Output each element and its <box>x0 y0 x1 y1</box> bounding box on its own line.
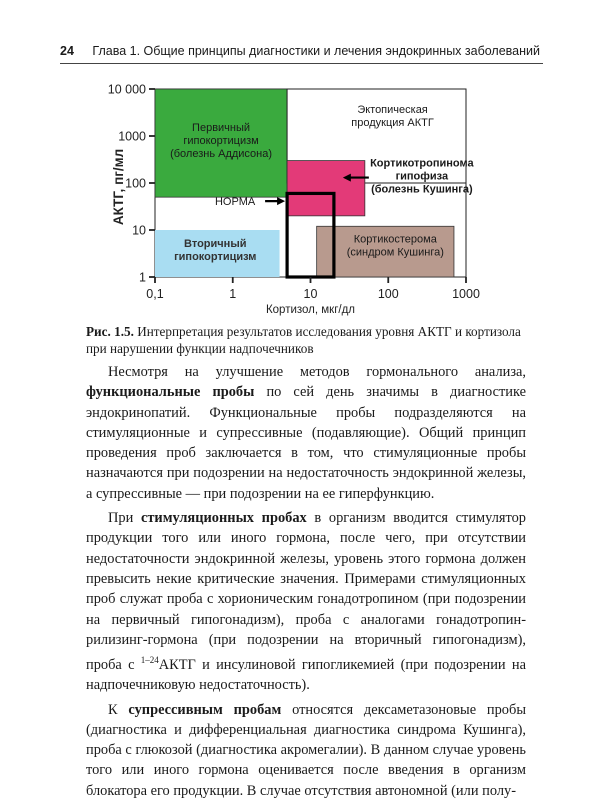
region-label: продукция АКТГ <box>351 117 434 129</box>
page-number: 24 <box>60 44 74 58</box>
y-tick-label: 1 <box>139 270 146 285</box>
region-label: Эктопическая <box>357 104 428 116</box>
text-run: по сей день значимы в диагностике эндокринопатий. Функциональные пробы подразделяются на стимуляционные и супрессивные (подавляющие). Общий принцип проведения проб заключается в том, что стимуляционные пробы назначаются при подозрении на недостаточность эндокринной железы, а супрессивные — при подозрении на ее гиперфункцию. <box>86 384 527 502</box>
x-tick-label: 100 <box>377 287 399 301</box>
x-axis-label: Кортизол, мкг/дл <box>265 304 356 316</box>
y-tick-label: 100 <box>125 176 146 191</box>
region-label: Кортикостерома <box>353 233 437 246</box>
body-paragraph <box>86 508 526 695</box>
y-axis-label: АКТГ, пг/мл <box>111 148 126 226</box>
x-tick-label: 1000 <box>452 287 480 301</box>
x-tick-label: 10 <box>303 287 318 301</box>
x-tick-label: 1 <box>229 287 237 301</box>
bold-term: супрессивным пробам <box>128 701 282 718</box>
region-label: НОРМА <box>214 196 256 209</box>
region-label: гипофиза <box>395 170 449 183</box>
caption-label: Рис. 1.5. <box>86 324 134 339</box>
text-run: К <box>108 701 129 718</box>
text-run: 1–24 <box>140 655 159 666</box>
region-2 <box>287 161 365 216</box>
body-text <box>86 362 526 801</box>
region-label: (болезнь Аддисона) <box>170 148 273 160</box>
text-run: в организм вводится стимулятор продукции того или иного гормона, после чего, при отсутствии недостаточности эндокринной железы, уровень этого гормона должен превысить некие критические значения. Примерами стимуляционных проб служат проба с хорионическим гонадотропином (при подозрении на первичный гипогонадизм), проба с аналогами гонадотропин-рилизинг-гормона (при подозрении на вторичный гипогонадизм), проба с <box>86 510 527 673</box>
text-run: АКТГ и инсулиновой гипогликемией (при подозрении на надпочечниковую недостаточность). <box>86 656 526 694</box>
text-run: относятся дексаметазоновые пробы (диагностика и дифференциальная диагностика синдрома Кушинга), проба с глюкозой (диагностика акромегалии). В данном случае уровень того или иного гормона оценивается после введения в организм блокатора его продукции. В случае отсутствия автономной (или полу- <box>86 701 526 799</box>
body-paragraph <box>86 700 526 801</box>
region-label: гипокортицизм <box>174 251 257 263</box>
bold-term: стимуляционных пробах <box>140 510 307 527</box>
acth-cortisol-diagram <box>0 0 600 325</box>
y-tick-label: 1000 <box>118 129 146 144</box>
region-label: Вторичный <box>184 238 247 250</box>
figure-caption <box>86 323 526 357</box>
caption-text: Интерпретация результатов исследования уровня АКТГ и кортизола при нарушении функции надпочечников <box>86 324 521 356</box>
text-run: При <box>108 510 141 527</box>
region-label: (болезнь Кушинга) <box>371 183 473 196</box>
bold-term: функциональные пробы <box>86 384 255 401</box>
region-label: (синдром Кушинга) <box>346 246 444 259</box>
region-label: Первичный <box>192 122 251 134</box>
text-run: Несмотря на улучшение методов гормонального анализа, <box>108 364 526 380</box>
region-label: Кортикотропинома <box>370 157 474 170</box>
body-paragraph <box>86 362 526 504</box>
x-tick-label: 0,1 <box>146 287 164 301</box>
y-tick-label: 10 000 <box>107 82 146 97</box>
y-tick-label: 10 <box>132 223 146 238</box>
region-label: гипокортицизм <box>183 135 259 147</box>
running-title: Глава 1. Общие принципы диагностики и лечения эндокринных заболеваний <box>92 44 540 58</box>
